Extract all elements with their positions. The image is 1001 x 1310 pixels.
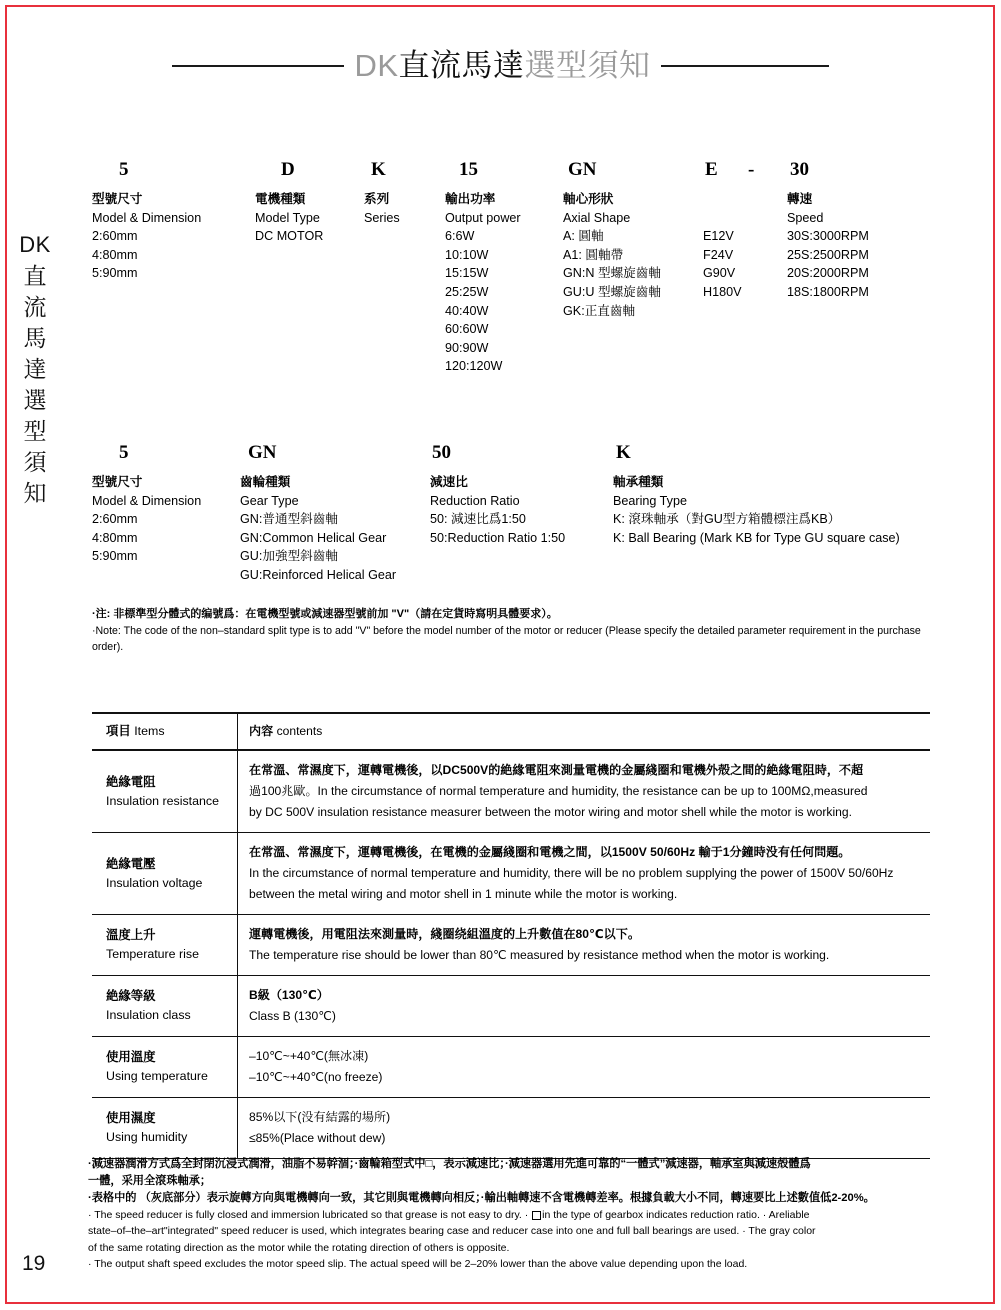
side-tab-latin: DK <box>19 232 51 257</box>
table-row-item-en: Using humidity <box>106 1130 188 1145</box>
code-letter: 5 <box>119 159 129 180</box>
table-row-item-cjk: 絶緣電阻 <box>106 774 156 789</box>
code-desc-gear-type <box>240 473 396 585</box>
table-row-content-cell <box>237 833 930 914</box>
table-header-item-en: Items <box>134 724 165 739</box>
table-row-item-en: Insulation class <box>106 1008 191 1023</box>
code-desc-title-en: Bearing Type <box>613 493 687 508</box>
side-tab-char: 直 <box>23 262 47 289</box>
table-row-content-cell <box>237 976 930 1036</box>
code-column-series <box>371 160 386 179</box>
code-desc-item: K: 滾珠軸承（對GU型方箱體標注爲KB） <box>613 512 841 527</box>
table-row-content-line: 運轉電機後，用電阻法來測量時，綫圈绕組溫度的上升數值在80℃以下。 <box>249 927 640 942</box>
code-column-model-dimension <box>119 160 129 179</box>
code-desc-item: 2:60mm <box>92 229 138 244</box>
code-desc-title-cjk: 型號尺寸 <box>92 475 143 489</box>
code-column-gear-type <box>248 443 277 462</box>
code-column-bearing-type <box>616 443 631 462</box>
code-column-voltage <box>705 160 718 179</box>
square-box-icon <box>532 1211 541 1220</box>
code-letter-dash: - <box>748 159 755 180</box>
code-desc-item: GU:Reinforced Helical Gear <box>240 567 397 582</box>
table-row-item-cell <box>92 976 237 1036</box>
side-tab-char: 知 <box>23 480 47 507</box>
table-row <box>92 1037 930 1097</box>
code-desc-model-type <box>255 190 323 246</box>
table-header-item-cell <box>92 714 237 749</box>
footer-note-en-seg: · The speed reducer is fully closed and immersion lubricated so that grease is not easy to dry. · <box>88 1209 532 1221</box>
table-column-divider <box>237 714 238 749</box>
code-letter: E <box>705 159 718 180</box>
model-code-note-en: ·Note: The code of the non–standard split type is to add "V" before the model number of the motor or reducer (Please specify the detailed parameter requirement in the purchase order). <box>92 624 921 653</box>
code-desc-speed <box>787 190 869 302</box>
code-desc-title-en: Model & Dimension <box>92 493 202 508</box>
code-desc-item: K: Ball Bearing (Mark KB for Type GU square case) <box>613 530 900 545</box>
code-desc-item: 60:60W <box>445 322 489 337</box>
code-desc-item: 4:80mm <box>92 247 138 262</box>
code-column-model-type <box>281 160 295 179</box>
table-header-content-cell <box>237 714 930 749</box>
code-desc-axial-shape <box>563 190 661 320</box>
code-letter: 5 <box>119 442 129 463</box>
table-header-row <box>92 714 930 749</box>
code-desc-item: 90:90W <box>445 340 489 355</box>
code-desc-item: 50:Reduction Ratio 1:50 <box>430 530 566 545</box>
table-row <box>92 915 930 975</box>
table-row <box>92 1098 930 1158</box>
title-part-black: 直流馬達 <box>398 48 525 83</box>
table-row-content-cell <box>237 915 930 975</box>
code-letter: K <box>371 159 386 180</box>
table-column-divider <box>237 833 238 914</box>
table-row-item-cjk: 使用溫度 <box>106 1050 156 1065</box>
code-desc-title-en: Model & Dimension <box>92 210 202 225</box>
code-desc-bearing-type <box>613 473 900 547</box>
code-desc-reduction-ratio <box>430 473 565 547</box>
table-row-content-line: 在常溫、常濕度下，運轉電機後，在電機的金屬綫圈和電機之間，以1500V 50/60Hz 輸于1分鐘時没有任何問題。 <box>249 845 851 860</box>
code-desc-item: 5:90mm <box>92 549 138 564</box>
code-column-separator <box>748 160 754 179</box>
table-row-item-cell <box>92 1037 237 1097</box>
code-desc-item: 25:25W <box>445 284 489 299</box>
code-letter: D <box>281 159 295 180</box>
code-desc-output-power <box>445 190 521 376</box>
code-desc-item: 10:10W <box>445 247 489 262</box>
code-desc-title-en: Model Type <box>255 210 320 225</box>
code-desc-item: E12V <box>703 229 734 243</box>
table-row-content-line: –10℃~+40℃(無冰凍) <box>249 1049 369 1064</box>
code-letter: GN <box>568 159 597 180</box>
code-desc-item: F24V <box>703 247 734 262</box>
table-row-item-cjk: 絶緣等級 <box>106 989 156 1004</box>
code-desc-title-cjk: 輸出功率 <box>445 192 496 206</box>
table-row-item-cell <box>92 1098 237 1158</box>
code-desc-title-cjk: 轉速 <box>787 192 813 206</box>
vertical-side-tab <box>12 232 58 510</box>
table-row-content-line: 85%以下(没有結露的場所) <box>249 1110 391 1125</box>
footer-note-en-seg: in the type of gearbox indicates reduction ratio. · Areliable <box>542 1209 810 1221</box>
table-row-content-line: by DC 500V insulation resistance measurer between the motor wiring and motor shell while the motor is working. <box>249 805 852 820</box>
footer-note-en-line: of the same rotating direction as the motor while the rotating direction of others is opposite. <box>88 1241 510 1254</box>
table-row-item-cell <box>92 915 237 975</box>
side-tab-char: 達 <box>23 355 47 382</box>
code-column-speed <box>790 160 809 179</box>
table-row-item-cjk: 使用濕度 <box>106 1111 156 1126</box>
side-tab-char: 流 <box>23 293 47 320</box>
side-tab-char: 須 <box>23 449 47 476</box>
code-desc-item: H180V <box>703 284 742 299</box>
page-number: 19 <box>22 1252 46 1275</box>
table-column-divider <box>237 1037 238 1097</box>
code-desc-title-en: Reduction Ratio <box>430 493 520 508</box>
side-tab-char: 型 <box>23 418 47 445</box>
code-letter: 15 <box>459 159 478 180</box>
code-desc-item: G90V <box>703 266 736 281</box>
code-desc-item: A: 圓軸 <box>563 229 604 244</box>
code-column-output-power <box>459 160 478 179</box>
footer-note-en-line <box>88 1207 964 1223</box>
table-row-content-line: 在常溫、常濕度下，運轉電機後，以DC500V的絶緣電阻來測量電機的金屬綫圈和電機外殻之間的絶緣電阻時，不超 <box>249 763 864 778</box>
code-desc-item: GN:Common Helical Gear <box>240 530 387 545</box>
table-column-divider <box>237 976 238 1036</box>
side-tab-char: 馬 <box>23 324 47 351</box>
code-desc-title-cjk: 齒輪種類 <box>240 475 291 489</box>
code-desc-title-cjk: 減速比 <box>430 475 468 489</box>
code-desc-item: 20S:2000RPM <box>787 266 869 281</box>
footer-note-en-line: state–of–the–art"integrated" speed reducer is used, which integrates bearing case and reducer case into one and full ball bearings are used. · The gray color <box>88 1225 816 1238</box>
title-part-gray-2: 選型須知 <box>524 48 651 83</box>
table-row-item-cell <box>92 751 237 832</box>
code-column-gear-model-dimension <box>119 443 129 462</box>
code-column-reduction-ratio <box>432 443 451 462</box>
model-code-note-cjk: ·注: 非標準型分體式的编號爲：在電機型號或減速器型號前加 "V"（請在定貨時寫明具體要求）。 <box>92 608 558 620</box>
page-title-bar <box>0 50 1001 81</box>
footer-note-en-line: · The output shaft speed excludes the motor speed slip. The actual speed will be 2–20% lower than the above value depending upon the load. <box>88 1258 748 1271</box>
table-row-content-cell <box>237 751 930 832</box>
table-row-item-cjk: 絶緣電壓 <box>106 856 156 871</box>
code-desc-gear-model-dimension <box>92 473 201 566</box>
code-column-axial-shape <box>568 160 597 179</box>
table-header-item-cjk: 項目 <box>106 724 131 739</box>
page-title <box>344 50 660 81</box>
code-letter: K <box>616 442 631 463</box>
table-header-content-cjk: 内容 <box>249 724 274 739</box>
table-row-content-line: In the circumstance of normal temperature and humidity, there will be no problem supplying the power of 1500V 50/60Hz <box>249 866 894 881</box>
code-desc-item: 6:6W <box>445 229 475 244</box>
footer-note-cjk-line: 一體，采用全滾珠軸承； <box>88 1175 212 1187</box>
code-desc-item: 5:90mm <box>92 266 138 281</box>
code-desc-item: 120:120W <box>445 359 503 374</box>
code-letter: 50 <box>432 442 451 463</box>
code-desc-item: 2:60mm <box>92 512 138 527</box>
table-row <box>92 751 930 832</box>
footer-notes <box>88 1156 964 1273</box>
code-desc-series <box>364 190 400 227</box>
code-desc-item: GU:加強型斜齒軸 <box>240 549 338 564</box>
model-code-note <box>92 606 952 656</box>
code-desc-title-cjk: 型號尺寸 <box>92 192 143 206</box>
table-row-content-line: –10℃~+40℃(no freeze) <box>249 1070 383 1085</box>
table-row-item-en: Temperature rise <box>106 947 199 962</box>
table-row-item-cell <box>92 833 237 914</box>
code-desc-title-en: Axial Shape <box>563 210 631 225</box>
side-tab-char: 選 <box>23 387 47 414</box>
code-desc-title-en: Series <box>364 210 400 225</box>
table-row-content-line: between the metal wiring and motor shell in 1 minute while the motor is working. <box>249 887 678 902</box>
code-desc-title-cjk: 軸心形狀 <box>563 192 614 206</box>
code-desc-item: GN:N 型螺旋齒軸 <box>563 266 661 281</box>
code-desc-item: GK:正直齒軸 <box>563 303 636 318</box>
code-desc-title-cjk: 電機種類 <box>255 192 306 206</box>
code-desc-title-en: Output power <box>445 210 521 225</box>
table-row-content-line: 過100兆歐。In the circumstance of normal temperature and humidity, the resistance can be up to 100MΩ,measured <box>249 784 868 799</box>
footer-note-cjk-line: ·減速器潤滑方式爲全封閉沉浸式潤滑，油脂不易幹涸；·齒輪箱型式中□，表示減速比；·減速器選用先進可靠的“一體式”減速器，軸承室與減速殻體爲 <box>88 1158 811 1170</box>
code-desc-item: 4:80mm <box>92 530 138 545</box>
code-desc-voltage <box>703 227 742 301</box>
code-desc-item: 50: 減速比爲1:50 <box>430 512 526 527</box>
title-rule-left <box>172 65 344 67</box>
title-rule-right <box>661 65 829 67</box>
table-row-content-cell <box>237 1098 930 1158</box>
code-desc-item: A1: 圓軸帶 <box>563 247 624 262</box>
table-row-content-cell <box>237 1037 930 1097</box>
code-desc-item: GU:U 型螺旋齒軸 <box>563 284 661 299</box>
table-column-divider <box>237 915 238 975</box>
table-row-content-line: ≤85%(Place without dew) <box>249 1131 386 1146</box>
table-column-divider <box>237 1098 238 1158</box>
code-desc-title-cjk: 系列 <box>364 192 390 206</box>
table-row <box>92 976 930 1036</box>
code-desc-item: 40:40W <box>445 303 489 318</box>
table-header-content-en: contents <box>276 724 323 739</box>
table-column-divider <box>237 751 238 832</box>
table-row <box>92 833 930 914</box>
table-row-content-line: Class B (130℃) <box>249 1009 336 1024</box>
table-row-content-line: The temperature rise should be lower than 80℃ measured by resistance method when the motor is working. <box>249 948 830 963</box>
table-row-item-en: Using temperature <box>106 1069 208 1084</box>
code-desc-item: 25S:2500RPM <box>787 247 869 262</box>
code-desc-title-en: Gear Type <box>240 493 299 508</box>
code-desc-title-en: Speed <box>787 210 824 225</box>
code-letter: 30 <box>790 159 809 180</box>
code-desc-title-cjk: 軸承種類 <box>613 475 664 489</box>
code-letter: GN <box>248 442 277 463</box>
code-desc-item: 18S:1800RPM <box>787 284 869 299</box>
specification-table <box>92 712 930 1159</box>
table-row-item-cjk: 溫度上升 <box>106 928 156 943</box>
code-desc-item: GN:普通型斜齒軸 <box>240 512 338 527</box>
code-desc-item: 30S:3000RPM <box>787 229 869 244</box>
code-desc-item: 15:15W <box>445 266 489 281</box>
table-row-item-en: Insulation resistance <box>106 793 219 808</box>
table-row-item-en: Insulation voltage <box>106 875 203 890</box>
code-desc-model-dimension <box>92 190 201 283</box>
code-desc-item: DC MOTOR <box>255 229 324 244</box>
footer-note-cjk-line: ·表格中的 （灰底部分）表示旋轉方向與電機轉向一致，其它則與電機轉向相反；·輸出軸轉速不含電機轉差率。根據負載大小不同，轉速要比上述數值低2-20%。 <box>88 1192 875 1204</box>
title-part-gray-1: DK <box>354 48 399 83</box>
table-row-content-line: B級（130℃） <box>249 988 329 1003</box>
